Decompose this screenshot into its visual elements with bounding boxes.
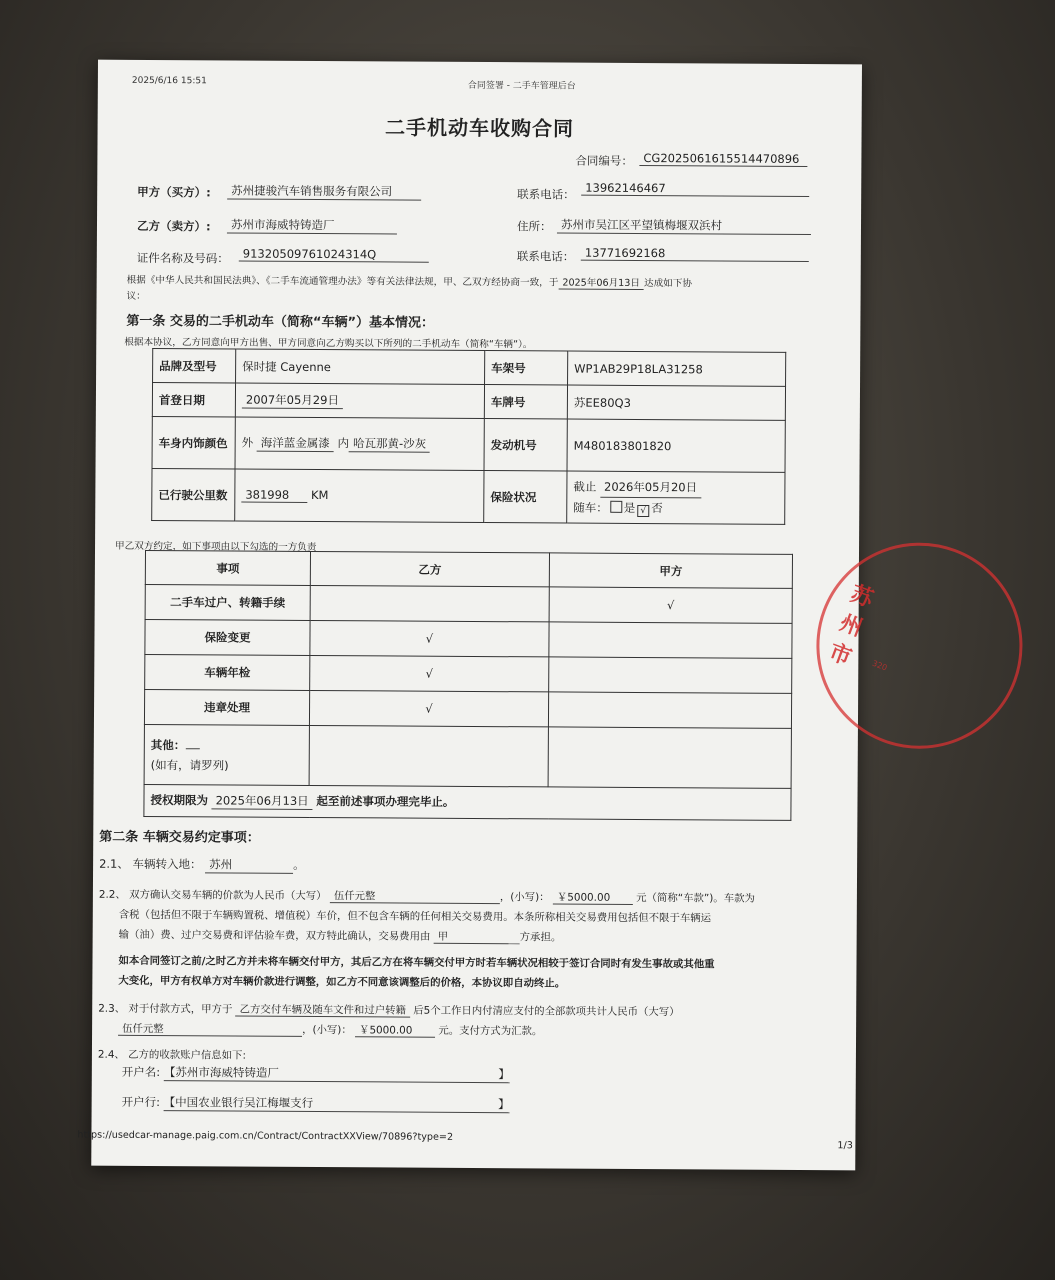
clause-no: 2.3、: [98, 1002, 126, 1015]
clause-2-2-line-2: 含税（包括但不限于车辆购置税、增值税）车价，但不包含车辆的任何相关交易费用。本条所称相关交易费用包括但不限于车辆运: [118, 908, 712, 925]
clause-2-2-text: 双方确认交易车辆的价款为人民币（大写）: [129, 888, 327, 903]
party-b-phone-label: 联系电话：: [516, 249, 575, 264]
model-value: 保时捷 Cayenne: [236, 349, 485, 385]
intro-text: 根据《中华人民共和国民法典》、《二手车流通管理办法》等有关法律法规，甲、乙双方经协商一致，于: [126, 274, 559, 289]
duty-item: 二手车过户、转籍手续: [145, 584, 310, 620]
duty-other-note: (如有，请罗列): [150, 757, 229, 772]
clause-2-1-label: 车辆转入地：: [132, 856, 202, 872]
insurance-date: 2026年05月20日: [600, 477, 701, 499]
clause-2-3-small-label: ，(小写)：: [302, 1023, 352, 1037]
duty-mark-b: [310, 585, 549, 621]
mileage-cell: [235, 469, 484, 523]
ext-color: 海洋蓝金属漆: [257, 435, 334, 452]
bracket-left: 【: [163, 1065, 176, 1080]
party-b-address: 苏州市吴江区平望镇梅堰双浜村: [557, 216, 811, 235]
reg-date-label: 首登日期: [152, 383, 235, 418]
footer-page-number: 1/3: [837, 1140, 853, 1152]
transfer-destination: 苏州: [205, 856, 293, 874]
clause-2-3-line-2: [118, 1020, 542, 1039]
bracket-left: 【: [163, 1095, 176, 1110]
contract-page: [77, 60, 889, 1171]
seal-number: 320: [870, 658, 889, 673]
duty-mark-a: √: [549, 587, 792, 623]
party-a-label: 甲方（买方）:: [137, 184, 211, 200]
vehicle-info-table: [151, 348, 786, 525]
duty-mark-a: [549, 657, 792, 693]
intro-line-2: 议：: [126, 290, 146, 302]
cert-label: 证件名称及号码：: [136, 250, 229, 266]
duty-mark-a: [548, 692, 791, 728]
bold-clause-line-1: 如本合同签订之前/之时乙方并未将车辆交付甲方，其后乙方在将车辆交付甲方时若车辆状况相较于签订合同时有发生事故或其他重: [118, 954, 715, 971]
no-label: 否: [651, 501, 663, 516]
auth-label: 授权期限为: [150, 793, 209, 808]
footer-url: https://usedcar-manage.paig.com.cn/Contract/ContractXXView/70896?type=2: [77, 1129, 454, 1143]
insurance-prefix: 截止: [573, 479, 597, 494]
clause-2-3-text-2: 后5个工作日内付清应支付的全部款项共计人民币（大写）: [413, 1004, 680, 1019]
insurance-cell: [567, 471, 785, 524]
plate-label: 车牌号: [484, 385, 567, 420]
model-label: 品牌及型号: [153, 349, 236, 384]
reg-date-cell: [235, 383, 484, 419]
duty-item: 违章处理: [144, 689, 309, 725]
account-name-field: [164, 1064, 510, 1083]
party-a-name: 苏州捷骏汽车销售服务有限公司: [227, 182, 421, 200]
duty-mark-a: [549, 622, 792, 658]
article-1-title: 第一条 交易的二手机动车（简称“车辆”）基本情况：: [126, 313, 435, 331]
print-datetime: 2025/6/16 15:51: [131, 75, 207, 87]
article-1-desc: 根据本协议，乙方同意向甲方出售、甲方同意向乙方购买以下所列的二手机动车（简称“车辆”）。: [124, 336, 533, 351]
engine-value: M480183801820: [567, 419, 785, 472]
duty-mark-b: √: [310, 655, 549, 691]
clause-2-1-end: 。: [293, 857, 305, 872]
party-a-phone: 13962146467: [581, 181, 809, 197]
account-name-value: 苏州市海威特铸造厂: [175, 1065, 279, 1080]
duty-mark-b: √: [310, 620, 549, 656]
clause-no: 2.4、: [97, 1048, 125, 1061]
clause-2-2-line-3: [119, 926, 562, 945]
clause-2-2-text-3: 输（油）费、过户交易费和评估验车费，双方特此确认，交易费用由: [118, 928, 431, 943]
reg-date-value: 2007年05月29日: [242, 392, 343, 410]
price-upper: 伍仟元整: [330, 887, 500, 904]
clause-2-3-text: 对于付款方式，甲方于: [128, 1002, 233, 1016]
mileage-value: 381998: [241, 488, 307, 503]
insurance-with-car: 随车：: [573, 500, 608, 515]
clause-2-4-label: 乙方的收款账户信息如下:: [128, 1048, 246, 1062]
duty-other-value: [185, 748, 199, 749]
account-bank-label: 开户行:: [121, 1094, 161, 1110]
bracket-right: 】: [498, 1067, 510, 1082]
auth-suffix: 起至前述事项办理完毕止。: [316, 794, 455, 809]
account-name-label: 开户名:: [121, 1064, 161, 1080]
payment-upper: 伍仟元整: [118, 1020, 302, 1037]
clause-2-3-line-1: [98, 1000, 679, 1020]
account-bank-value: 中国农业银行吴江梅堰支行: [175, 1095, 314, 1111]
article-2-title: 第二条 车辆交易约定事项：: [99, 829, 260, 846]
duty-header-party-a: 甲方: [549, 553, 792, 588]
intro-date: 2025年06月13日: [558, 274, 644, 290]
party-b-phone: 13771692168: [581, 246, 809, 262]
ext-prefix: 外: [241, 435, 254, 450]
contract-title: 二手机动车收购合同: [385, 115, 575, 141]
engine-label: 发动机号: [484, 419, 567, 472]
vin-label: 车架号: [485, 351, 568, 386]
duty-header-item: 事项: [145, 550, 310, 585]
account-name-row: [122, 1064, 510, 1083]
yes-checkbox: [610, 501, 622, 513]
party-b-name: 苏州市海威特铸造厂: [227, 216, 397, 234]
clause-no: 2.2、: [98, 888, 126, 901]
int-color: 哈瓦那黄-沙灰: [349, 435, 430, 452]
party-b-address-label: 住所：: [516, 219, 552, 234]
clause-no: 2.1、: [99, 856, 129, 871]
auth-date: 2025年06月13日: [212, 792, 313, 810]
clause-2-2-small-label: ，(小写)：: [499, 891, 550, 904]
color-cell: [235, 417, 484, 471]
duty-header-party-b: 乙方: [310, 551, 549, 586]
duty-item: 保险变更: [145, 619, 310, 655]
plate-value: 苏EE80Q3: [567, 385, 785, 420]
duty-other-b: [309, 725, 548, 786]
color-label: 车身内饰颜色: [152, 417, 235, 470]
auth-period-cell: [144, 784, 791, 820]
bracket-right: 】: [498, 1097, 510, 1112]
duty-other-a: [548, 727, 791, 788]
clause-2-2-text-3-end: 方承担。: [519, 931, 562, 944]
duty-mark-b: √: [309, 690, 548, 726]
fee-payer: 甲: [434, 928, 520, 945]
vin-value: WP1AB29P18LA31258: [568, 351, 786, 386]
bold-clause-line-2: 大变化，甲方有权单方对车辆价款进行调整，如乙方不同意该调整后的价格，本协议即自动终止。: [118, 974, 566, 990]
print-site-title: 合同签署 - 二手车管理后台: [467, 80, 576, 92]
duty-other-label: 其他：: [150, 737, 186, 752]
intro-line: [127, 272, 692, 290]
party-b-label: 乙方（卖方）:: [136, 218, 211, 234]
account-bank-row: [122, 1094, 510, 1113]
contract-no-value: CG2025061615514470896: [639, 151, 807, 167]
seal-text: 苏州市: [825, 581, 877, 671]
party-a-phone-label: 联系电话：: [517, 187, 575, 202]
duty-intro: 甲乙双方约定，如下事项由以下勾选的一方负责: [115, 540, 317, 554]
int-prefix: 内: [337, 436, 350, 451]
clause-2-1: [99, 856, 305, 874]
contract-no-label: 合同编号：: [575, 153, 633, 168]
yes-label: 是: [623, 500, 636, 515]
company-seal: [787, 513, 1052, 778]
duty-other-cell: [144, 724, 309, 785]
clause-2-2-line-1: [99, 886, 755, 906]
cert-number: 91320509761024314Q: [239, 247, 429, 263]
price-lower: ￥5000.00: [553, 888, 633, 904]
account-bank-field: [164, 1094, 510, 1113]
duty-table: [143, 550, 793, 821]
duty-item: 车辆年检: [145, 654, 310, 690]
clause-2-4: [98, 1046, 246, 1062]
mileage-unit: KM: [310, 487, 329, 503]
clause-2-2-text-end: 元（简称“车款”)。车款为: [636, 891, 755, 905]
no-checkbox: √: [637, 505, 649, 517]
intro-text-end: 达成如下协: [643, 278, 692, 290]
clause-2-3-text-end: 元。支付方式为汇款。: [438, 1024, 543, 1038]
payment-lower: ￥5000.00: [355, 1021, 435, 1037]
payment-condition: 乙方交付车辆及随车文件和过户转籍: [236, 1001, 410, 1018]
insurance-label: 保险状况: [484, 471, 567, 524]
mileage-label: 已行驶公里数: [152, 469, 235, 522]
